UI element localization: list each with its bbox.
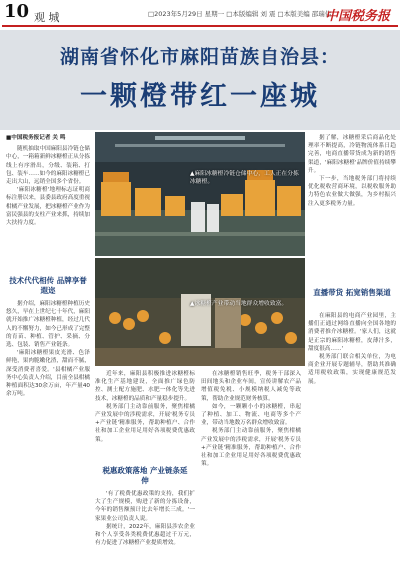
article-paragraph: 税务部门主动靠前服务，聚焦柑橘产业发展中的涉税需求，开展'税务专员+产业链'精准服务，帮助种植户、合作社和加工企业用足用好各项税费优惠政策。 <box>95 403 195 443</box>
article-column-2b <box>95 490 195 566</box>
article-paragraph: 在麻阳县的电商产业园里，主播们正通过网络直播向全国各地的消费者推介冰糖橙。'家人们，这就是正宗的麻阳冰糖橙，皮薄汁多，甜度很高……' <box>308 313 396 352</box>
section-name: 观 城 <box>34 11 60 24</box>
article-paragraph: 下一步，当地税务部门将持续优化税收营商环境，以税收服务助力特色农业做大做强，为乡村振兴注入更多税务力量。 <box>308 176 396 207</box>
warehouse-photo-art <box>95 132 305 256</box>
article-paragraph: 如今，一颗颗小小的冰糖橙，串起了种植、加工、物流、电商等多个产业，带动当地数万名群众增收致富。 <box>201 403 301 427</box>
article-column-4b <box>308 312 396 566</box>
photo-orchard <box>95 258 305 366</box>
article-column-1 <box>6 134 90 272</box>
byline: ■中国税务报记者 关 鸣 <box>6 135 66 141</box>
article-column-4 <box>308 134 396 284</box>
issue-info: □2023年5月29日 星期一 □本版编辑 刘 震 □本版美编 邵瑞伟 <box>148 10 332 18</box>
page-header <box>0 0 400 26</box>
article-paragraph: '有了税费优惠政策的支持，我们扩大了生产规模，购进了新的分拣设备，今年的销售额预计比去年增长三成。'一家果业公司负责人说。 <box>95 491 195 522</box>
article-paragraph: 据统计，2022年，麻阳县涉农企业和个人享受各类税费优惠超过千万元，有力促进了冰糖橙产业提质增效。 <box>95 523 195 547</box>
masthead-logo: 中国税务报 <box>324 9 390 24</box>
article-column-1b <box>6 300 90 566</box>
header-rule <box>2 25 398 27</box>
photo-caption-1-text <box>190 170 300 186</box>
article-paragraph: 据介绍，麻阳冰糖橙种植历史悠久，早在上世纪七十年代，麻阳就开始推广冰糖橙种植，经过几代人的不懈努力，如今已形成了完整的育苗、种植、管护、采摘、分选、包装、销售产业链条。 <box>6 301 90 349</box>
orchard-photo-art <box>95 258 305 366</box>
article-paragraph: 税务部门联合相关单位，为电商企业开展专题辅导，帮助其准确适用税收政策，实现健康规范发展。 <box>308 354 396 385</box>
photo-caption-2-text <box>190 300 300 308</box>
caption-text: ▲麻阳冰糖橙冷链仓储中心，工人正在分拣冰糖橙。 <box>190 171 299 185</box>
article-paragraph: 在冰糖橙销售旺季，税务干部深入田间地头和企业车间，宣传讲解农产品增值税免税、小规模纳税人减免等政策，帮助企业规范财务核算。 <box>201 371 301 402</box>
caption-text: ▲冰糖橙产业带动当地群众增收致富。 <box>190 301 288 307</box>
subhead-2: 税惠政策落地 产业链条延伸 <box>102 466 188 485</box>
page-number: 10 <box>4 1 30 22</box>
headline-main: 一颗橙带红一座城 <box>80 81 320 112</box>
article-paragraph: 税务部门主动靠前服务，聚焦柑橘产业发展中的涉税需求，开展'税务专员+产业链'精准服务，帮助种植户、合作社和加工企业用足用好各项税费优惠政策。 <box>201 428 301 468</box>
article-paragraph: 据了解，冰糖橙采后商品化处理率不断提高，冷链物流体系日趋完善，电商直播带货成为新的销售渠道，'麻阳冰糖橙'品牌价值持续攀升。 <box>308 135 396 174</box>
subhead-1: 技术代代相传 品牌享誉遐迩 <box>9 276 87 295</box>
article-paragraph: 近年来，麻阳县积极推进冰糖橙标准化生产基地建设，全面推广绿色防控、测土配方施肥、水肥一体化等先进技术，冰糖橙的品质和产量稳步提升。 <box>95 371 195 402</box>
article-column-3 <box>201 370 301 566</box>
article-paragraph: '麻阳冰糖橙果皮光滑、色泽鲜艳，果肉脆嫩化渣，甜而不腻，深受消费者喜爱。'县柑橘产业服务中心负责人介绍，目前全县柑橘种植面积达30余万亩，年产量40余万吨。 <box>6 350 90 398</box>
subhead-3: 直播带货 拓宽销售渠道 <box>313 288 391 297</box>
article-column-2 <box>95 370 195 462</box>
photo-warehouse <box>95 132 305 256</box>
article-paragraph: 随机抽取中国麻阳县冷链仓储中心，一箱箱新鲜冰糖橙正从分拣线上有序滑出，分级、装箱、打包、装车……如今的麻阳冰糖橙已走出大山，远销全国多个省份。 <box>6 146 90 186</box>
headline-kicker: 湖南省怀化市麻阳苗族自治县： <box>59 46 340 68</box>
article-paragraph: '麻阳冰糖橙'地理标志证明商标注册以来，县委县政府高度重视柑橘产业发展，把冰糖橙产业作为富民强县的支柱产业来抓，持续加大扶持力度。 <box>6 187 90 227</box>
